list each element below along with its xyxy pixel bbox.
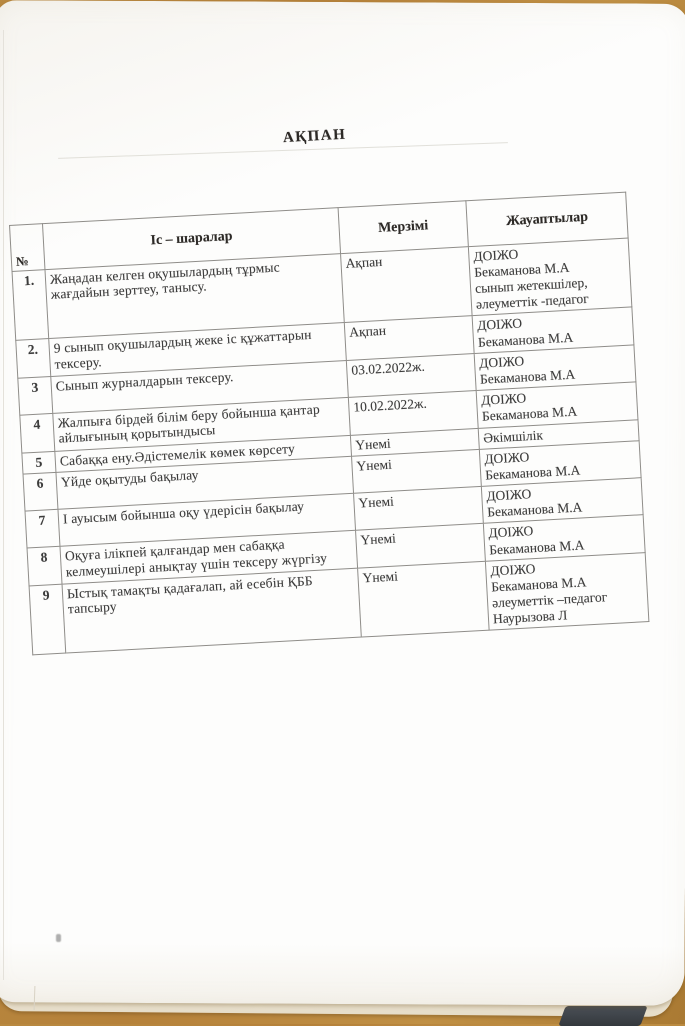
responsible-line: әлеуметтік -педагог [475, 291, 590, 313]
responsible-line: Бекаманова М.А [484, 462, 581, 483]
activity-cell: Ыстық тамақты қадағалап, ай есебін ҚББ тапсыру [62, 568, 361, 653]
page-title: АҚПАН [282, 126, 347, 147]
responsible-line: сынып жетекшілер, [474, 275, 588, 297]
row-number-cell: 9 [29, 584, 66, 655]
responsible-line: ДОІЖО [476, 315, 523, 334]
deadline-cell: Үнемі [358, 561, 490, 637]
responsible-line: ДОІЖО [487, 523, 534, 541]
responsible-line: ДОІЖО [480, 390, 527, 408]
dark-object-on-table [558, 1006, 647, 1026]
row-number-cell: 3 [18, 376, 53, 415]
activity-cell: Жалпыға бірдей білім беру бойынша қантар айлығының қорытындысы [53, 397, 351, 451]
row-number-cell: 6 [23, 472, 58, 511]
responsible-line: Бекаманова М.А [479, 366, 576, 387]
responsible-line: Бекаманова М.А [477, 329, 574, 350]
row-number-cell: 5 [22, 451, 56, 474]
row-number-cell: 1. [12, 270, 49, 341]
responsible-line: Наурызова Л [492, 607, 568, 627]
row-number-cell: 7 [25, 509, 60, 548]
deadline-cell: Үнемі [352, 449, 482, 493]
responsible-line: Бекаманова М.А [490, 574, 587, 595]
deadline-cell: 10.02.2022ж. [348, 390, 478, 435]
responsible-line: ДОІЖО [478, 353, 525, 371]
responsible-cell [485, 552, 649, 630]
smudge-mark [56, 934, 61, 942]
activity-cell: 9 сынып оқушылардың жеке іс құжаттарын тексеру. [49, 323, 347, 376]
responsible-line: ДОІЖО [483, 449, 530, 467]
deadline-cell: 03.02.2022ж. [346, 353, 476, 397]
deadline-cell: Үнемі [354, 487, 484, 531]
responsible-line: Бекаманова М.А [473, 259, 570, 281]
responsible-line: ДОІЖО [485, 486, 532, 504]
responsible-line: Бекаманова М.А [486, 499, 583, 520]
deadline-cell: Үнемі [350, 428, 479, 456]
header-number: № [10, 224, 45, 272]
activity-cell: І ауысым бойынша оқу үдерісін бақылау [58, 493, 356, 546]
deadline-cell: Ақпан [344, 316, 474, 360]
activity-cell: Сабаққа ену.Әдістемелік көмек көрсету [55, 435, 352, 472]
responsible-line: ДОІЖО [490, 560, 536, 579]
header-responsible: Жауаптылар [466, 192, 628, 247]
activity-cell: Үйде оқытуды бақылау [56, 456, 354, 509]
responsible-line: Әкімшілік [482, 427, 544, 446]
activity-cell: Оқуға ілікпей қалғандар мен сабаққа келмеушілері анықтау үшін тексеру жүргізу [60, 531, 358, 584]
row-number-cell: 4 [20, 413, 55, 453]
row-number-cell: 2. [16, 339, 51, 378]
deadline-cell: Үнемі [356, 524, 486, 568]
responsible-line: әлеуметтік –педагог [491, 589, 608, 611]
header-activities: Іс – шаралар [42, 208, 340, 270]
activity-cell: Жаңадан келген оқушылардың тұрмыс жағдайын зерттеу, танысу. [45, 254, 344, 339]
responsible-cell [468, 238, 632, 316]
row-number-cell: 8 [27, 547, 62, 586]
deadline-cell: Ақпан [341, 247, 473, 323]
responsible-line: Бекаманова М.А [488, 536, 585, 558]
responsible-line: Бекаманова М.А [481, 403, 578, 424]
monthly-plan-table [9, 192, 649, 656]
activity-cell: Сынып журналдарын тексеру. [51, 360, 349, 413]
printed-content [5, 110, 652, 656]
header-deadline: Мерзімі [338, 201, 468, 254]
paper-left-edge-line [3, 30, 4, 980]
responsible-line: ДОІЖО [472, 246, 519, 264]
